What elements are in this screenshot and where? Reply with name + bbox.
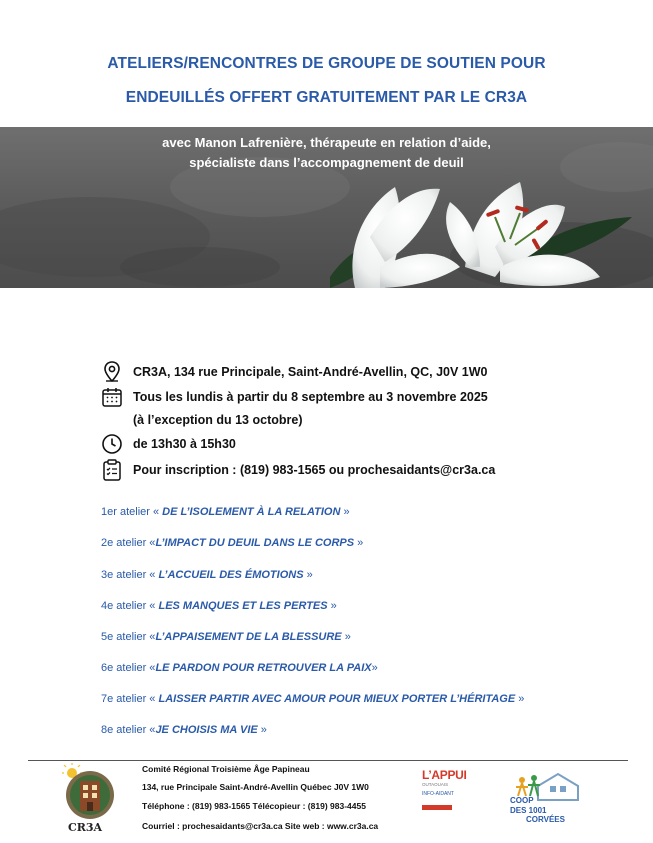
registration-text: Pour inscription : (819) 983-1565 ou prochesaidants@cr3a.ca: [133, 463, 496, 477]
appui-brand: L’APPUI: [422, 768, 467, 782]
address-text: CR3A, 134 rue Principale, Saint-André-Avellin, QC, J0V 1W0: [133, 365, 488, 379]
list-item: 3e atelier « L’ACCUEIL DES ÉMOTIONS »: [101, 569, 313, 581]
appui-bar: [422, 805, 452, 810]
appui-region: OUTAOUAIS: [422, 782, 449, 787]
coop-line1: COOP: [510, 796, 534, 805]
list-item: 8e atelier «JE CHOISIS MA VIE »: [101, 724, 267, 736]
list-item: 4e atelier « LES MANQUES ET LES PERTES »: [101, 600, 337, 612]
footer-divider: [28, 760, 628, 761]
coop-line3: CORVÉES: [526, 815, 565, 824]
info-registration: [100, 458, 620, 482]
coop-line2: DES 1001: [510, 806, 547, 815]
footer-contact: Courriel : prochesaidants@cr3a.ca Site web : www.cr3a.ca: [142, 821, 379, 831]
dates-text: Tous les lundis à partir du 8 septembre au 3 novembre 2025: [133, 390, 488, 404]
footer-phones: Téléphone : (819) 983-1565 Télécopieur : (819) 983-4455: [142, 801, 366, 811]
page-title-line1: ATELIERS/RENCONTRES DE GROUPE DE SOUTIEN POUR: [107, 55, 546, 72]
info-address: [100, 360, 620, 384]
appui-logo: [422, 768, 492, 834]
appui-info-aidant: INFO-AIDANT: [422, 791, 454, 797]
banner-image: [0, 127, 653, 288]
info-time: [100, 432, 620, 456]
map-pin-icon: [100, 360, 124, 384]
list-item: 7e atelier « LAISSER PARTIR AVEC AMOUR POUR MIEUX PORTER L’HÉRITAGE »: [101, 693, 525, 705]
list-item: 5e atelier «L’APPAISEMENT DE LA BLESSURE »: [101, 631, 351, 643]
banner-text-line2: spécialiste dans l’accompagnement de deuil: [189, 155, 464, 170]
list-item: 1er atelier « DE L’ISOLEMENT À LA RELATION »: [101, 506, 350, 518]
clock-icon: [100, 432, 124, 456]
banner-text-line1: avec Manon Lafrenière, thérapeute en relation d’aide,: [162, 135, 491, 150]
dates-note-text: (à l’exception du 13 octobre): [133, 413, 303, 427]
time-text: de 13h30 à 15h30: [133, 437, 236, 451]
list-item: 6e atelier «LE PARDON POUR RETROUVER LA PAIX»: [101, 662, 378, 674]
info-dates-note: [100, 408, 620, 432]
footer-org: Comité Régional Troisième Âge Papineau: [142, 764, 310, 774]
cr3a-logo-label: CR3A: [68, 821, 103, 834]
calendar-icon: [100, 385, 124, 409]
coop-logo: [508, 772, 584, 828]
clipboard-icon: [100, 458, 124, 482]
page-title-line2: ENDEUILLÉS OFFERT GRATUITEMENT PAR LE CR3A: [125, 89, 528, 106]
footer-address: 134, rue Principale Saint-André-Avellin Québec J0V 1W0: [142, 782, 369, 792]
list-item: 2e atelier «L’IMPACT DU DEUIL DANS LE CORPS »: [101, 537, 364, 549]
lily-illustration: [0, 127, 653, 288]
info-dates: [100, 385, 620, 409]
